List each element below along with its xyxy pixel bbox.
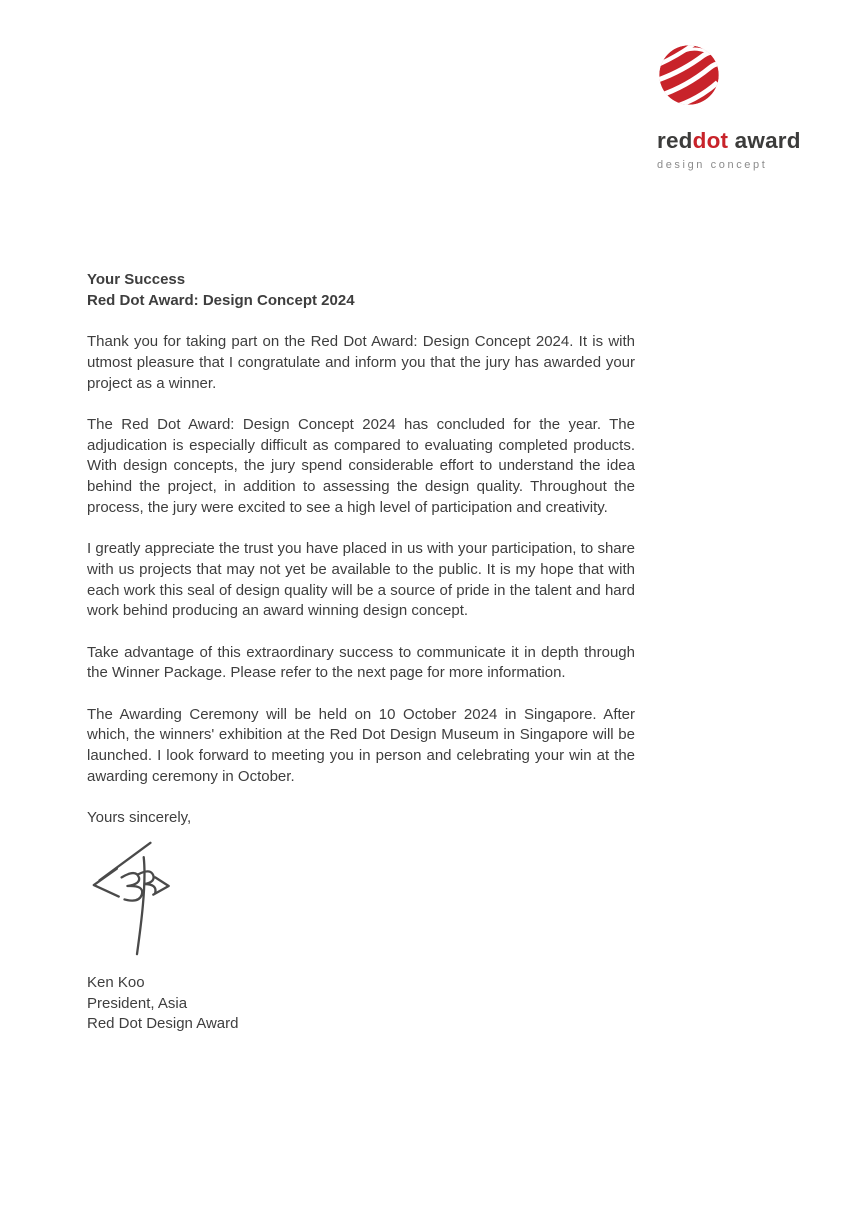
sender-name: Ken Koo	[87, 973, 145, 991]
letter-subject	[87, 270, 635, 311]
letter-subject-line2: Red Dot Award: Design Concept 2024	[87, 291, 355, 309]
letter-subject-line1: Your Success	[87, 271, 186, 288]
sender-organization: Red Dot Design Award	[87, 1015, 239, 1033]
letter-paragraph: Thank you for taking part on the Red Dot Award: Design Concept 2024. It is with utmost pleasure that I congratulate and inform you that the jury has awarded your project as a winner.	[87, 333, 635, 392]
logo-subtitle: design concept	[657, 158, 768, 171]
letter-paragraph: The Red Dot Award: Design Concept 2024 has concluded for the year. The adjudication is especially difficult as compared to evaluating completed products. With design concepts, the jury spend considerable effort to understand the idea behind the project, in addition to assessing the design quality. Throughout the process, the jury were excited to see a high level of participation and creativity.	[87, 415, 635, 516]
logo-wordmark	[657, 130, 817, 153]
letter-paragraph: The Awarding Ceremony will be held on 10 October 2024 in Singapore. After which, the winners' exhibition at the Red Dot Design Museum in Singapore will be launched. I look forward to meeting you in person and celebrating your win at the awarding ceremony in October.	[87, 705, 635, 785]
logo-wordmark-award: award	[728, 128, 801, 153]
sender-title: President, Asia	[87, 994, 188, 1012]
signature-block	[87, 838, 635, 960]
closing-salutation: Yours sincerely,	[87, 809, 192, 827]
handwritten-signature-icon	[89, 838, 204, 958]
logo-wordmark-dot: dot	[692, 128, 729, 153]
reddot-logo	[657, 44, 817, 171]
logo-wordmark-red: red	[657, 128, 693, 153]
signoff-block	[87, 973, 635, 1035]
letter-paragraph: I greatly appreciate the trust you have placed in us with your participation, to share with us projects that may not yet be available to the public. It is my hope that with each work this seal of design quality will be a source of pride in the talent and hard work behind producing an award winning design concept.	[87, 540, 635, 620]
letter-content	[87, 270, 635, 1035]
reddot-sphere-icon	[658, 44, 720, 106]
letter-paragraph: Take advantage of this extraordinary success to communicate it in depth through the Winner Package. Please refer to the next page for more information.	[87, 643, 635, 682]
